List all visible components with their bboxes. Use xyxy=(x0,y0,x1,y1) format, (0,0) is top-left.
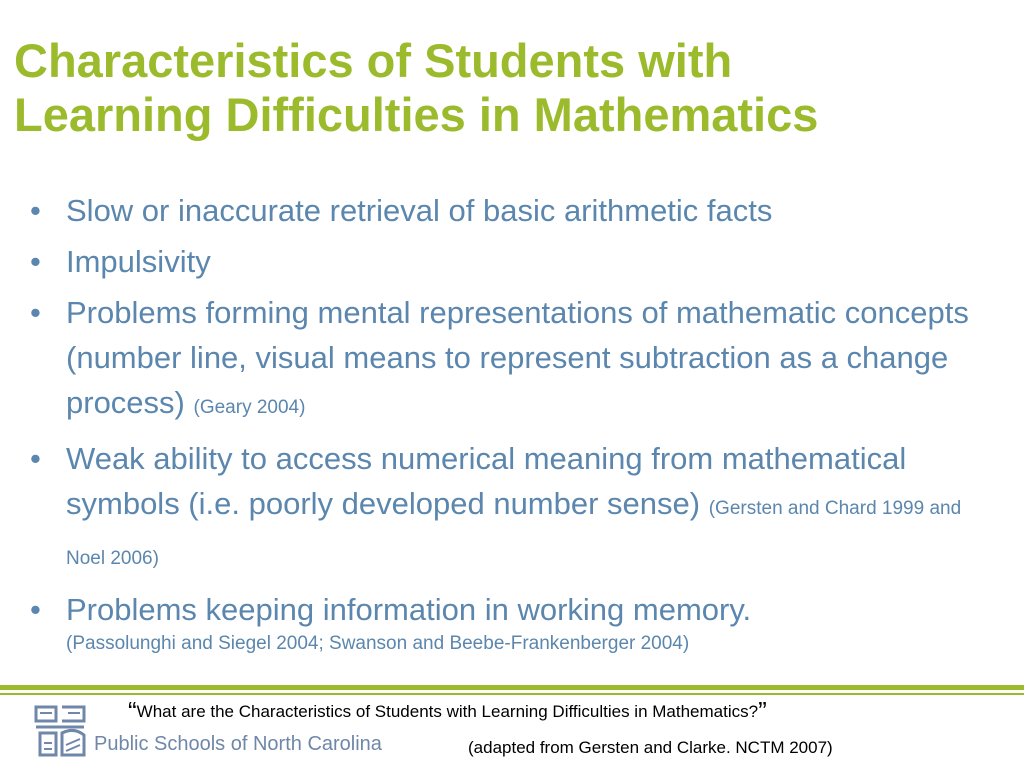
open-quote: “ xyxy=(128,696,137,726)
footer-divider-thick xyxy=(0,685,1024,690)
bullet-dot: • xyxy=(30,592,41,627)
bullet-citation: (Gersten and Chard 1999 and Noel 2006) xyxy=(66,498,962,569)
footer-quote xyxy=(128,696,1008,727)
bullet-dot: • xyxy=(30,193,41,228)
bullet-text: Problems forming mental representations of mathematic concepts (number line, visual means to represent subtraction as a change process) xyxy=(66,295,969,420)
footer-source: (adapted from Gersten and Clarke. NCTM 2007) xyxy=(468,738,833,757)
bullet-text: Impulsivity xyxy=(66,244,211,279)
footer-divider-thin xyxy=(0,693,1024,695)
bullet-citation: (Geary 2004) xyxy=(193,397,306,418)
bullet-text: Slow or inaccurate retrieval of basic arithmetic facts xyxy=(66,193,773,228)
logo-text: Public Schools of North Carolina xyxy=(94,733,382,755)
bullet-text: Problems keeping information in working memory. xyxy=(66,592,752,627)
bullet-citation: (Passolunghi and Siegel 2004; Swanson and Beebe-Frankenberger 2004) xyxy=(66,633,690,654)
footer-quote-text: What are the Characteristics of Students with Learning Difficulties in Mathematics? xyxy=(136,702,759,721)
bullet-item xyxy=(30,188,1005,233)
title-line-1: Characteristics of Students with xyxy=(14,34,733,87)
title-line-2: Learning Difficulties in Mathematics xyxy=(14,88,819,141)
bullet-item xyxy=(30,587,1005,656)
bullet-item xyxy=(30,290,1005,430)
bullet-item xyxy=(30,436,1005,581)
bullet-text: Weak ability to access numerical meaning from mathematical symbols (i.e. poorly developed number sense) xyxy=(66,441,907,521)
bullet-dot: • xyxy=(30,244,41,279)
close-quote: ” xyxy=(758,696,767,726)
bullet-dot: • xyxy=(30,295,41,330)
bullet-dot: • xyxy=(30,441,41,476)
bullet-item xyxy=(30,239,1005,284)
public-schools-nc-logo-icon xyxy=(34,703,86,759)
slide-title xyxy=(14,34,1014,142)
bullet-list xyxy=(30,188,1005,662)
